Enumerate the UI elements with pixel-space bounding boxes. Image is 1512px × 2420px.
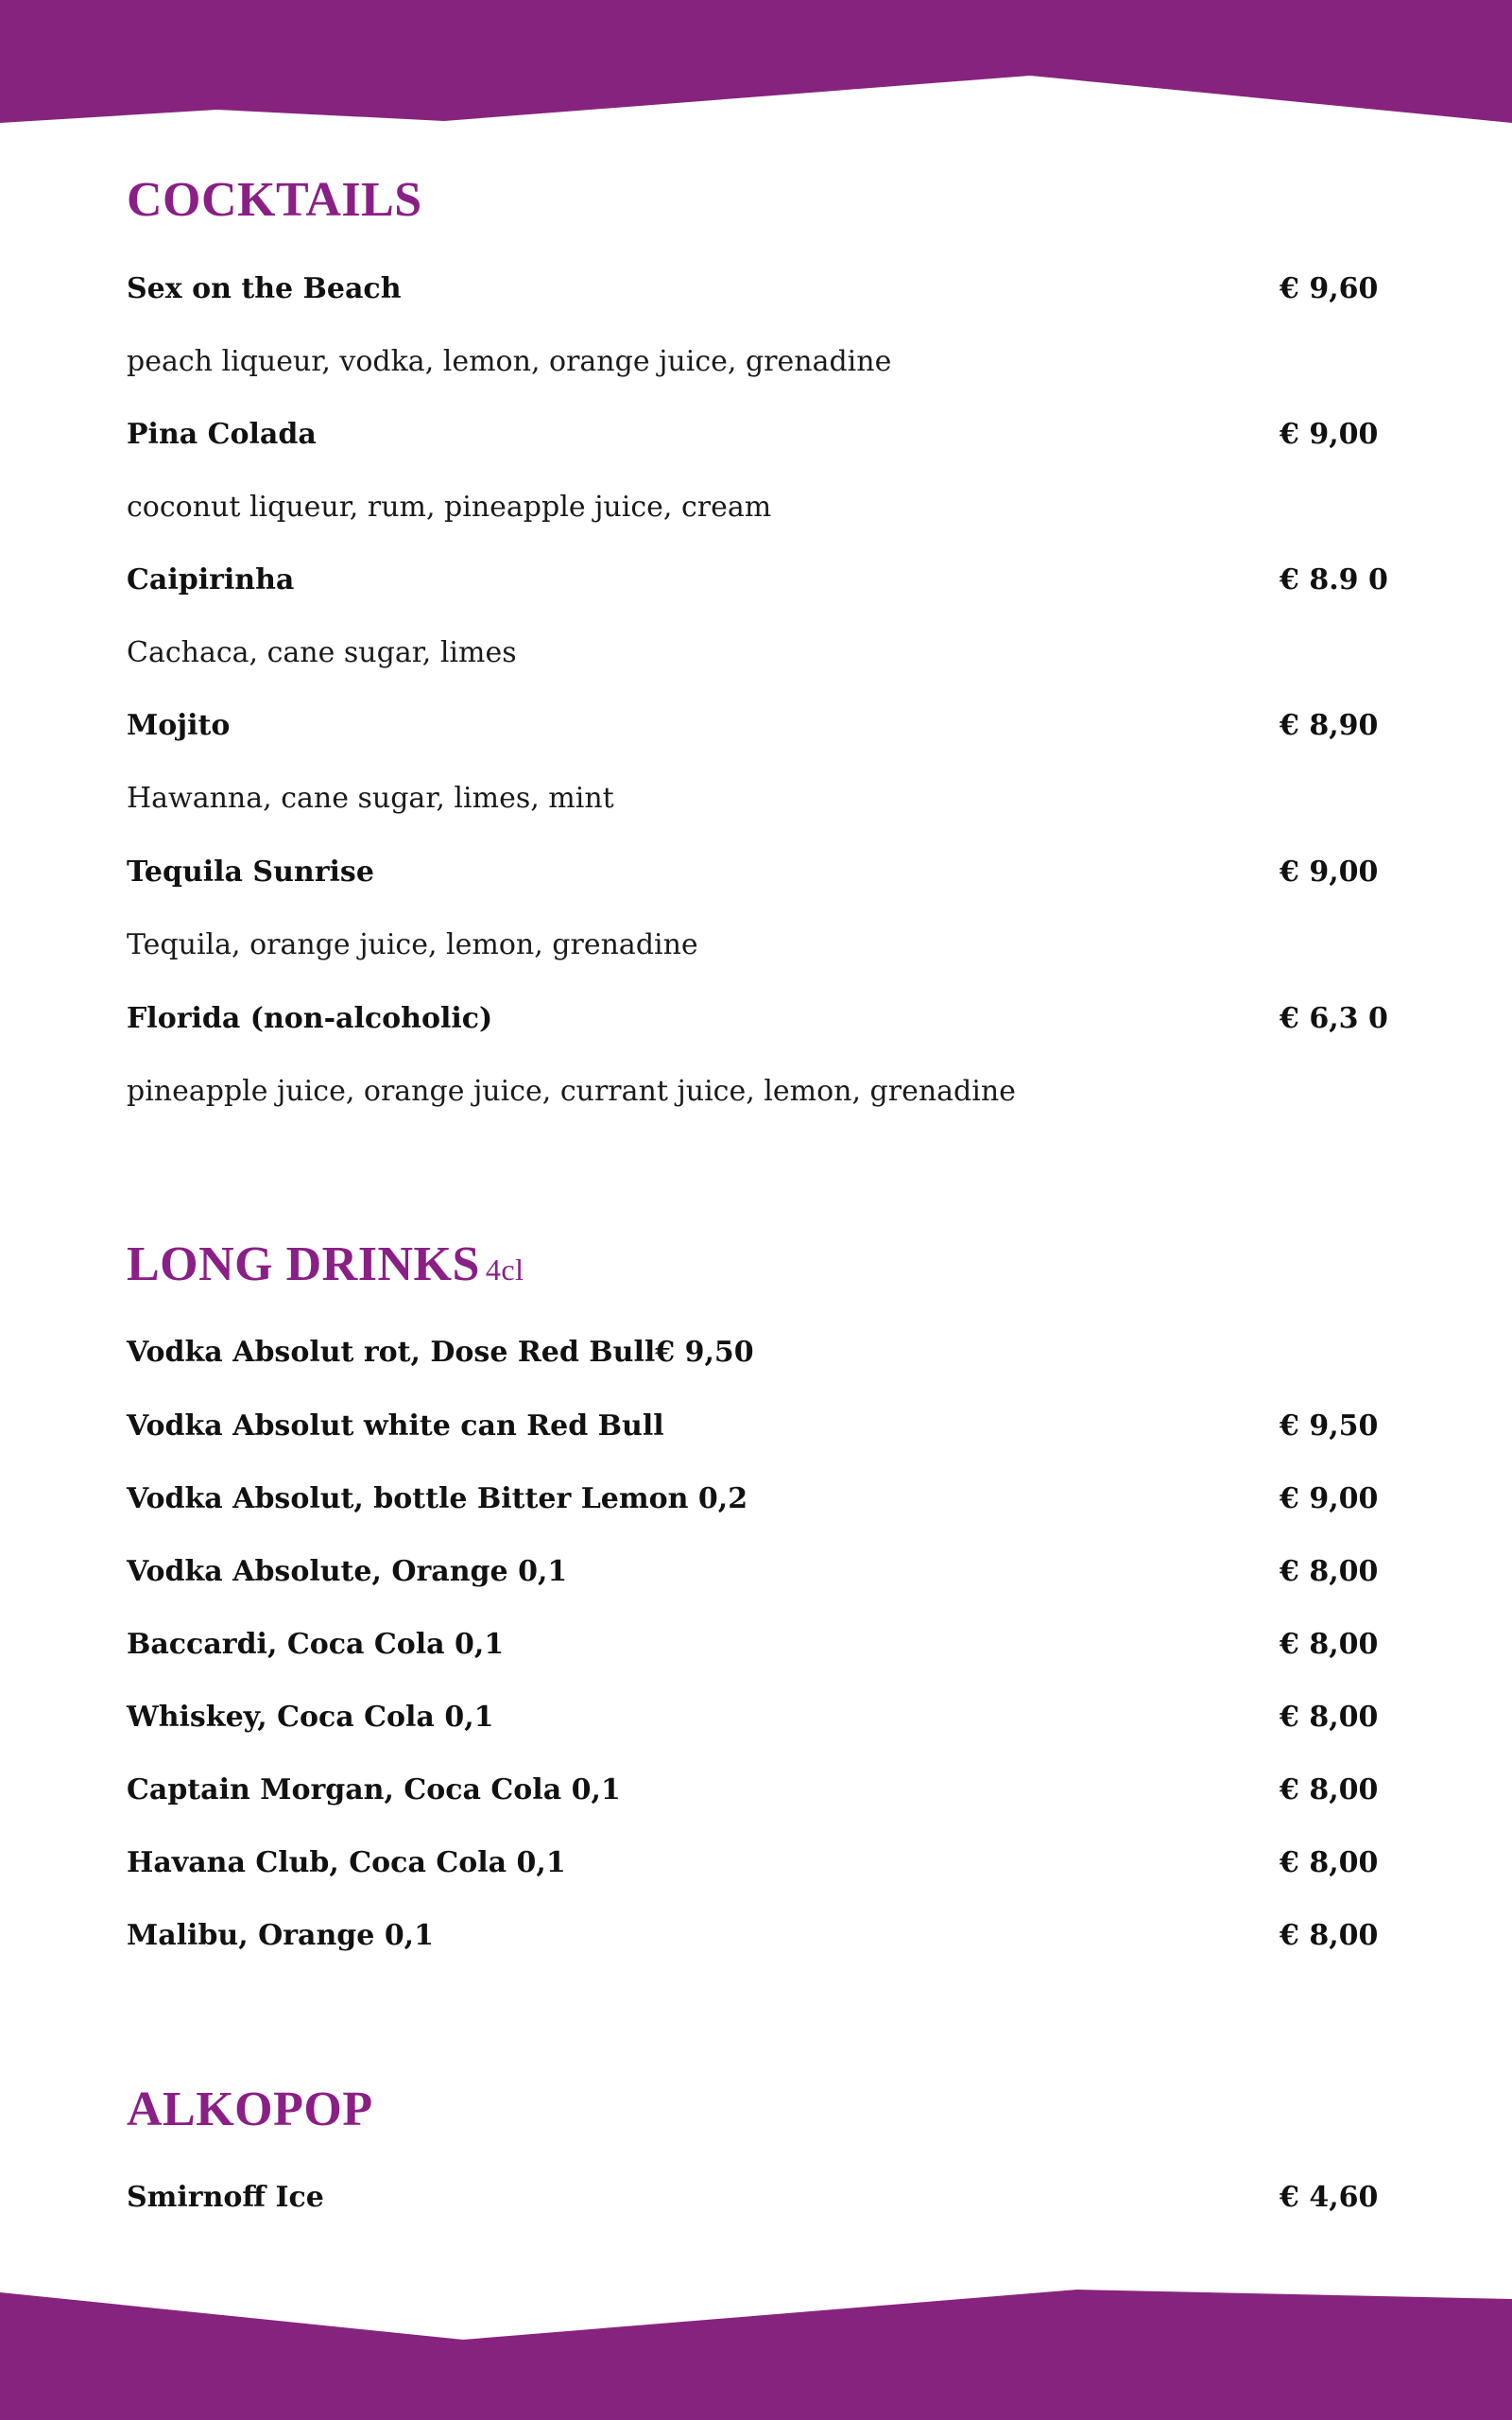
item-name: Baccardi, Coca Cola 0,1: [127, 1628, 505, 1661]
item-price: € 4,60: [1280, 2181, 1379, 2214]
item-name: Captain Morgan, Coca Cola 0,1: [127, 1773, 621, 1806]
item-name: Malibu, Orange 0,1: [127, 1919, 435, 1952]
item-name: Vodka Absolut, bottle Bitter Lemon 0,2: [127, 1482, 748, 1515]
menu-item: [127, 1841, 1383, 1885]
item-name: Mojito: [127, 709, 231, 742]
menu-item: [127, 413, 1383, 457]
item-price: € 8,00: [1280, 1919, 1379, 1952]
menu-item: [127, 559, 1388, 602]
menu-item: [127, 1623, 1383, 1667]
item-price: € 8.9 0: [1280, 563, 1388, 596]
item-description: coconut liqueur, rum, pineapple juice, cream: [127, 491, 772, 524]
item-price: € 8,00: [1280, 1701, 1379, 1734]
item-price: € 9,00: [1280, 856, 1379, 889]
item-description: peach liqueur, vodka, lemon, orange juice, grenadine: [127, 345, 892, 378]
item-price: € 8,00: [1280, 1773, 1379, 1806]
item-price: € 9,60: [1280, 272, 1379, 305]
item-description: Cachaca, cane sugar, limes: [127, 636, 517, 669]
cocktails-title: COCKTAILS: [127, 173, 422, 227]
item-name: Whiskey, Coca Cola 0,1: [127, 1701, 494, 1734]
long-drinks-volume-note: 4cl: [485, 1253, 524, 1287]
item-price: € 9,50: [1280, 1409, 1379, 1443]
item-name: Vodka Absolut rot, Dose Red Bull€ 9,50: [127, 1336, 754, 1369]
menu-item: [127, 268, 1383, 311]
item-description: Tequila, orange juice, lemon, grenadine: [127, 928, 698, 961]
item-name: Pina Colada: [127, 418, 317, 451]
item-price: € 6,3 0: [1280, 1002, 1388, 1035]
alkopop-heading: [127, 2085, 373, 2135]
item-name: Havana Club, Coca Cola 0,1: [127, 1846, 566, 1879]
item-description: Hawanna, cane sugar, limes, mint: [127, 782, 614, 815]
menu-item: [127, 851, 1383, 894]
item-name: Smirnoff Ice: [127, 2181, 324, 2214]
bottom-decorative-band: [0, 2278, 1512, 2420]
menu-item: [127, 1769, 1383, 1812]
menu-item: [127, 1331, 1383, 1374]
long-drinks-heading: [127, 1237, 524, 1291]
item-price: € 9,00: [1280, 1482, 1379, 1515]
menu-item: [127, 1478, 1383, 1521]
item-name: Florida (non-alcoholic): [127, 1002, 493, 1035]
item-name: Caipirinha: [127, 563, 295, 596]
item-description: pineapple juice, orange juice, currant juice, lemon, grenadine: [127, 1075, 1016, 1108]
item-name: Sex on the Beach: [127, 272, 402, 305]
item-name: Vodka Absolut white can Red Bull: [127, 1409, 664, 1443]
cocktails-heading: [127, 173, 422, 227]
alkopop-title: ALKOPOP: [127, 2083, 373, 2136]
menu-item: [127, 2176, 1383, 2220]
item-price: € 9,00: [1280, 418, 1379, 451]
menu-item: [127, 1550, 1383, 1594]
item-price: € 8,00: [1280, 1555, 1379, 1588]
menu-item: [127, 1914, 1383, 1958]
menu-item: [127, 1696, 1383, 1739]
long-drinks-title: LONG DRINKS: [127, 1237, 480, 1291]
menu-item: [127, 997, 1388, 1041]
item-price: € 8,00: [1280, 1846, 1379, 1879]
item-name: Vodka Absolute, Orange 0,1: [127, 1555, 568, 1588]
item-price: € 8,00: [1280, 1628, 1379, 1661]
top-decorative-band: [0, 0, 1512, 132]
menu-item: [127, 704, 1383, 748]
menu-item: [127, 1405, 1383, 1448]
item-name: Tequila Sunrise: [127, 856, 374, 889]
item-price: € 8,90: [1280, 709, 1379, 742]
